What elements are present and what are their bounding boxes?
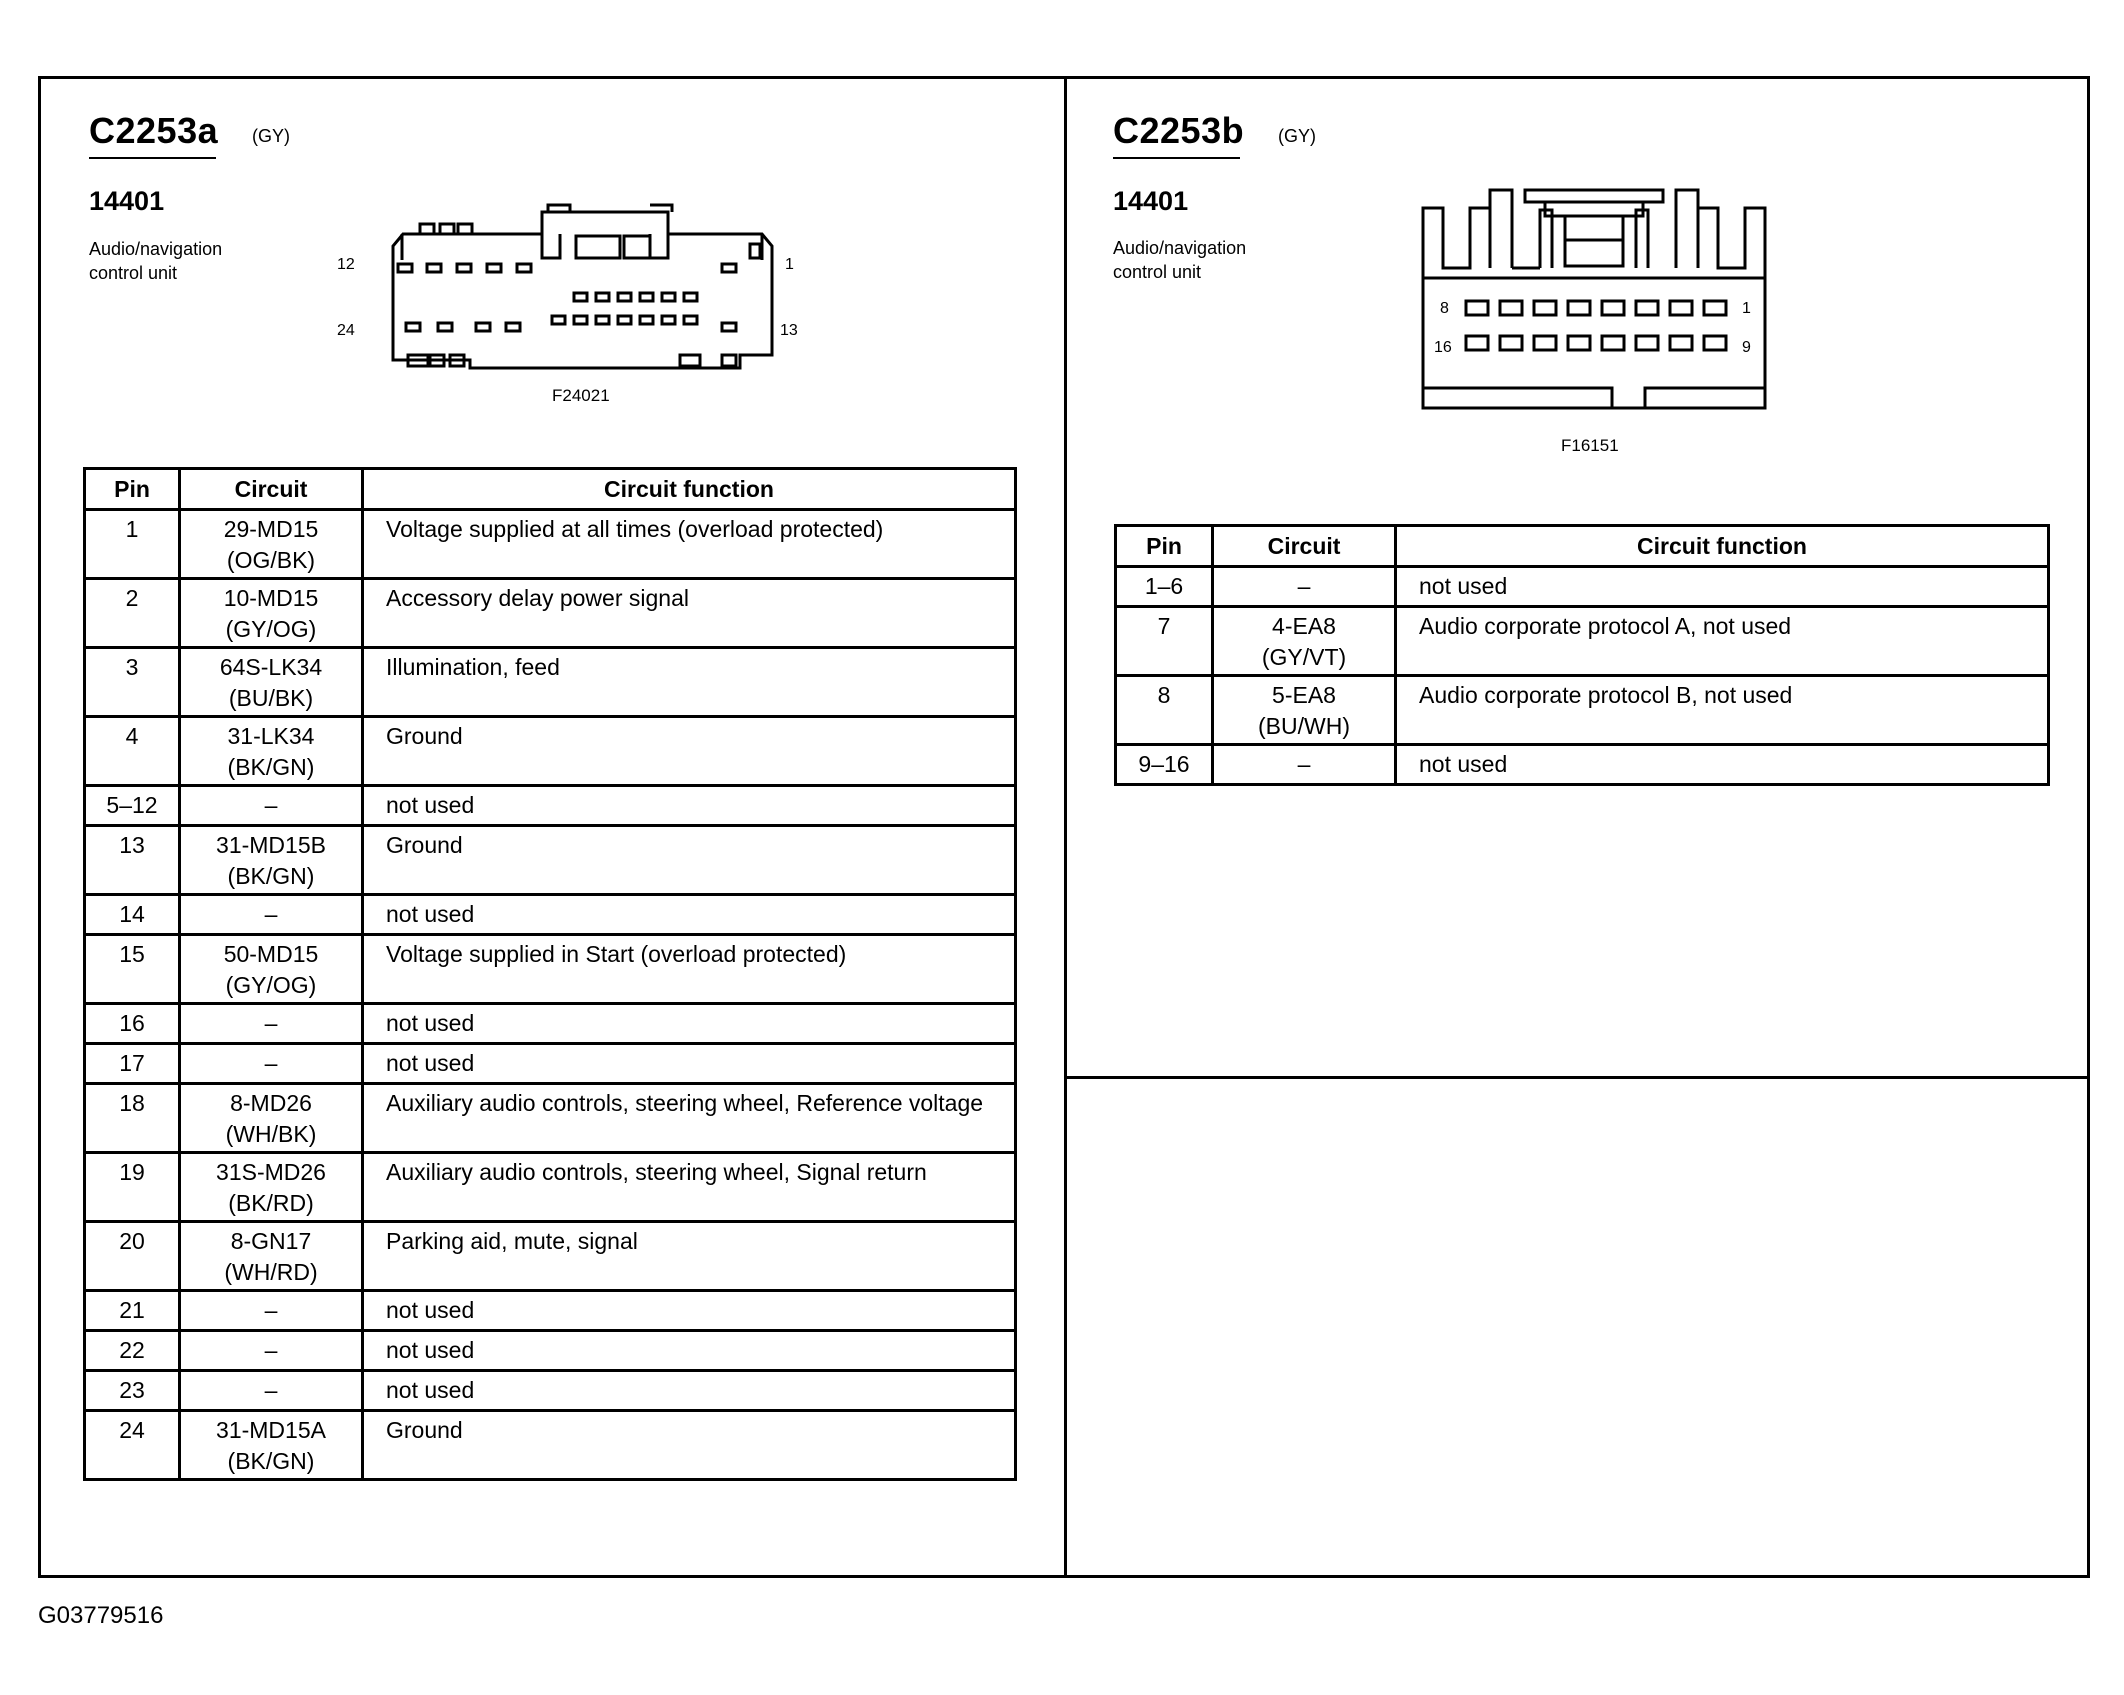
function-cell: Illumination, feed — [363, 648, 1016, 717]
description-line-1: Audio/navigation — [89, 239, 223, 259]
pin-cell: 7 — [1116, 607, 1213, 676]
pin-cell: 21 — [85, 1291, 180, 1331]
wire-color: (WH/BK) — [225, 1121, 317, 1147]
pin-label-13: 13 — [780, 322, 798, 339]
pin-cell: 19 — [85, 1153, 180, 1222]
function-cell: not used — [363, 1291, 1016, 1331]
pin-cell: 3 — [85, 648, 180, 717]
header-circuit: Circuit — [1213, 526, 1396, 567]
wire-color: (BU/WH) — [1258, 713, 1350, 739]
circuit-id: 50-MD15 — [223, 941, 319, 967]
table-row — [1116, 745, 2049, 785]
function-cell: Auxiliary audio controls, steering wheel, Signal return — [363, 1153, 1016, 1222]
header-pin: Pin — [1116, 526, 1213, 567]
pin-cell: 18 — [85, 1084, 180, 1153]
figure-id-right: F16151 — [1561, 436, 1619, 455]
circuit-id: – — [264, 1377, 278, 1403]
function-cell: not used — [363, 1044, 1016, 1084]
pinout-table-right — [1114, 524, 2050, 786]
function-cell: not used — [1396, 567, 2049, 607]
circuit-cell — [1213, 676, 1396, 745]
circuit-id: 31-MD15B — [216, 832, 326, 858]
pin-cell: 14 — [85, 895, 180, 935]
function-cell: not used — [363, 786, 1016, 826]
circuit-id: – — [264, 1010, 278, 1036]
header-function: Circuit function — [1396, 526, 2049, 567]
table-row — [1116, 567, 2049, 607]
pin-cell: 15 — [85, 935, 180, 1004]
pin-cell: 5–12 — [85, 786, 180, 826]
part-number-right: 14401 — [1113, 186, 1189, 216]
circuit-id: – — [264, 1337, 278, 1363]
header-pin: Pin — [85, 469, 180, 510]
pin-cell: 1 — [85, 510, 180, 579]
function-cell: Voltage supplied in Start (overload protected) — [363, 935, 1016, 1004]
pin-cell: 16 — [85, 1004, 180, 1044]
wire-color: (BK/RD) — [228, 1190, 314, 1216]
connector-color-right: (GY) — [1278, 126, 1316, 146]
circuit-id: 8-MD26 — [230, 1090, 312, 1116]
function-cell: Ground — [363, 717, 1016, 786]
connector-color-left: (GY) — [252, 126, 290, 146]
circuit-cell — [1213, 567, 1396, 607]
pin-cell: 1–6 — [1116, 567, 1213, 607]
function-cell: Accessory delay power signal — [363, 579, 1016, 648]
function-cell: not used — [1396, 745, 2049, 785]
description-line-2: control unit — [1113, 262, 1202, 282]
circuit-id: – — [264, 1050, 278, 1076]
circuit-id: 29-MD15 — [223, 516, 319, 542]
pin-cell: 2 — [85, 579, 180, 648]
pin-cell: 8 — [1116, 676, 1213, 745]
function-cell: not used — [363, 895, 1016, 935]
figure-id-left: F24021 — [552, 386, 610, 405]
header-function: Circuit function — [363, 469, 1016, 510]
function-cell: Auxiliary audio controls, steering wheel, Reference voltage — [363, 1084, 1016, 1153]
circuit-id: 31-MD15A — [216, 1417, 326, 1443]
circuit-cell — [1213, 607, 1396, 676]
pin-label-8: 8 — [1440, 300, 1449, 317]
circuit-id: – — [264, 1297, 278, 1323]
circuit-id: – — [264, 901, 278, 927]
pin-label-16: 16 — [1434, 339, 1452, 356]
wire-color: (GY/OG) — [225, 616, 317, 642]
circuit-id: – — [1297, 573, 1311, 599]
circuit-id: – — [264, 792, 278, 818]
pin-cell: 20 — [85, 1222, 180, 1291]
pin-cell: 4 — [85, 717, 180, 786]
function-cell: Ground — [363, 826, 1016, 895]
pin-label-12: 12 — [337, 256, 355, 273]
connector-title-left: C2253a — [89, 110, 219, 151]
description-line-2: control unit — [89, 263, 178, 283]
wire-color: (GY/OG) — [225, 972, 317, 998]
table-row — [1116, 676, 2049, 745]
circuit-id: 8-GN17 — [230, 1228, 312, 1254]
pin-cell: 9–16 — [1116, 745, 1213, 785]
pin-label-1: 1 — [785, 256, 794, 273]
circuit-id: – — [1297, 751, 1311, 777]
header-circuit: Circuit — [180, 469, 363, 510]
circuit-id: 64S-LK34 — [219, 654, 323, 680]
circuit-id: 31S-MD26 — [216, 1159, 326, 1185]
function-cell: Parking aid, mute, signal — [363, 1222, 1016, 1291]
connector-title-right: C2253b — [1113, 110, 1245, 151]
wire-color: (BK/GN) — [227, 1448, 315, 1474]
function-cell: not used — [363, 1331, 1016, 1371]
circuit-id: 10-MD15 — [223, 585, 319, 611]
function-cell: Ground — [363, 1411, 1016, 1480]
circuit-id: 5-EA8 — [1272, 682, 1336, 708]
pin-cell: 17 — [85, 1044, 180, 1084]
description-line-1: Audio/navigation — [1113, 238, 1247, 258]
wire-color: (BU/BK) — [228, 685, 314, 711]
pin-label-24: 24 — [337, 322, 355, 339]
pin-cell: 13 — [85, 826, 180, 895]
function-cell: not used — [363, 1004, 1016, 1044]
wire-color: (BK/GN) — [227, 863, 315, 889]
function-cell: Voltage supplied at all times (overload protected) — [363, 510, 1016, 579]
pin-cell: 24 — [85, 1411, 180, 1480]
table-header-row — [1116, 526, 2049, 567]
function-cell: Audio corporate protocol A, not used — [1396, 607, 2049, 676]
part-number-left: 14401 — [89, 186, 165, 216]
wire-color: (GY/VT) — [1261, 644, 1347, 670]
circuit-id: 4-EA8 — [1272, 613, 1336, 639]
pin-label-1-right: 1 — [1742, 300, 1751, 317]
circuit-cell — [1213, 745, 1396, 785]
graphic-id: G03779516 — [38, 1602, 164, 1629]
pin-cell: 23 — [85, 1371, 180, 1411]
function-cell: Audio corporate protocol B, not used — [1396, 676, 2049, 745]
circuit-id: 31-LK34 — [227, 723, 315, 749]
wire-color: (BK/GN) — [227, 754, 315, 780]
function-cell: not used — [363, 1371, 1016, 1411]
wire-color: (WH/RD) — [224, 1259, 318, 1285]
pin-cell: 22 — [85, 1331, 180, 1371]
table-row — [1116, 607, 2049, 676]
wire-color: (OG/BK) — [226, 547, 316, 573]
pin-label-9: 9 — [1742, 339, 1751, 356]
